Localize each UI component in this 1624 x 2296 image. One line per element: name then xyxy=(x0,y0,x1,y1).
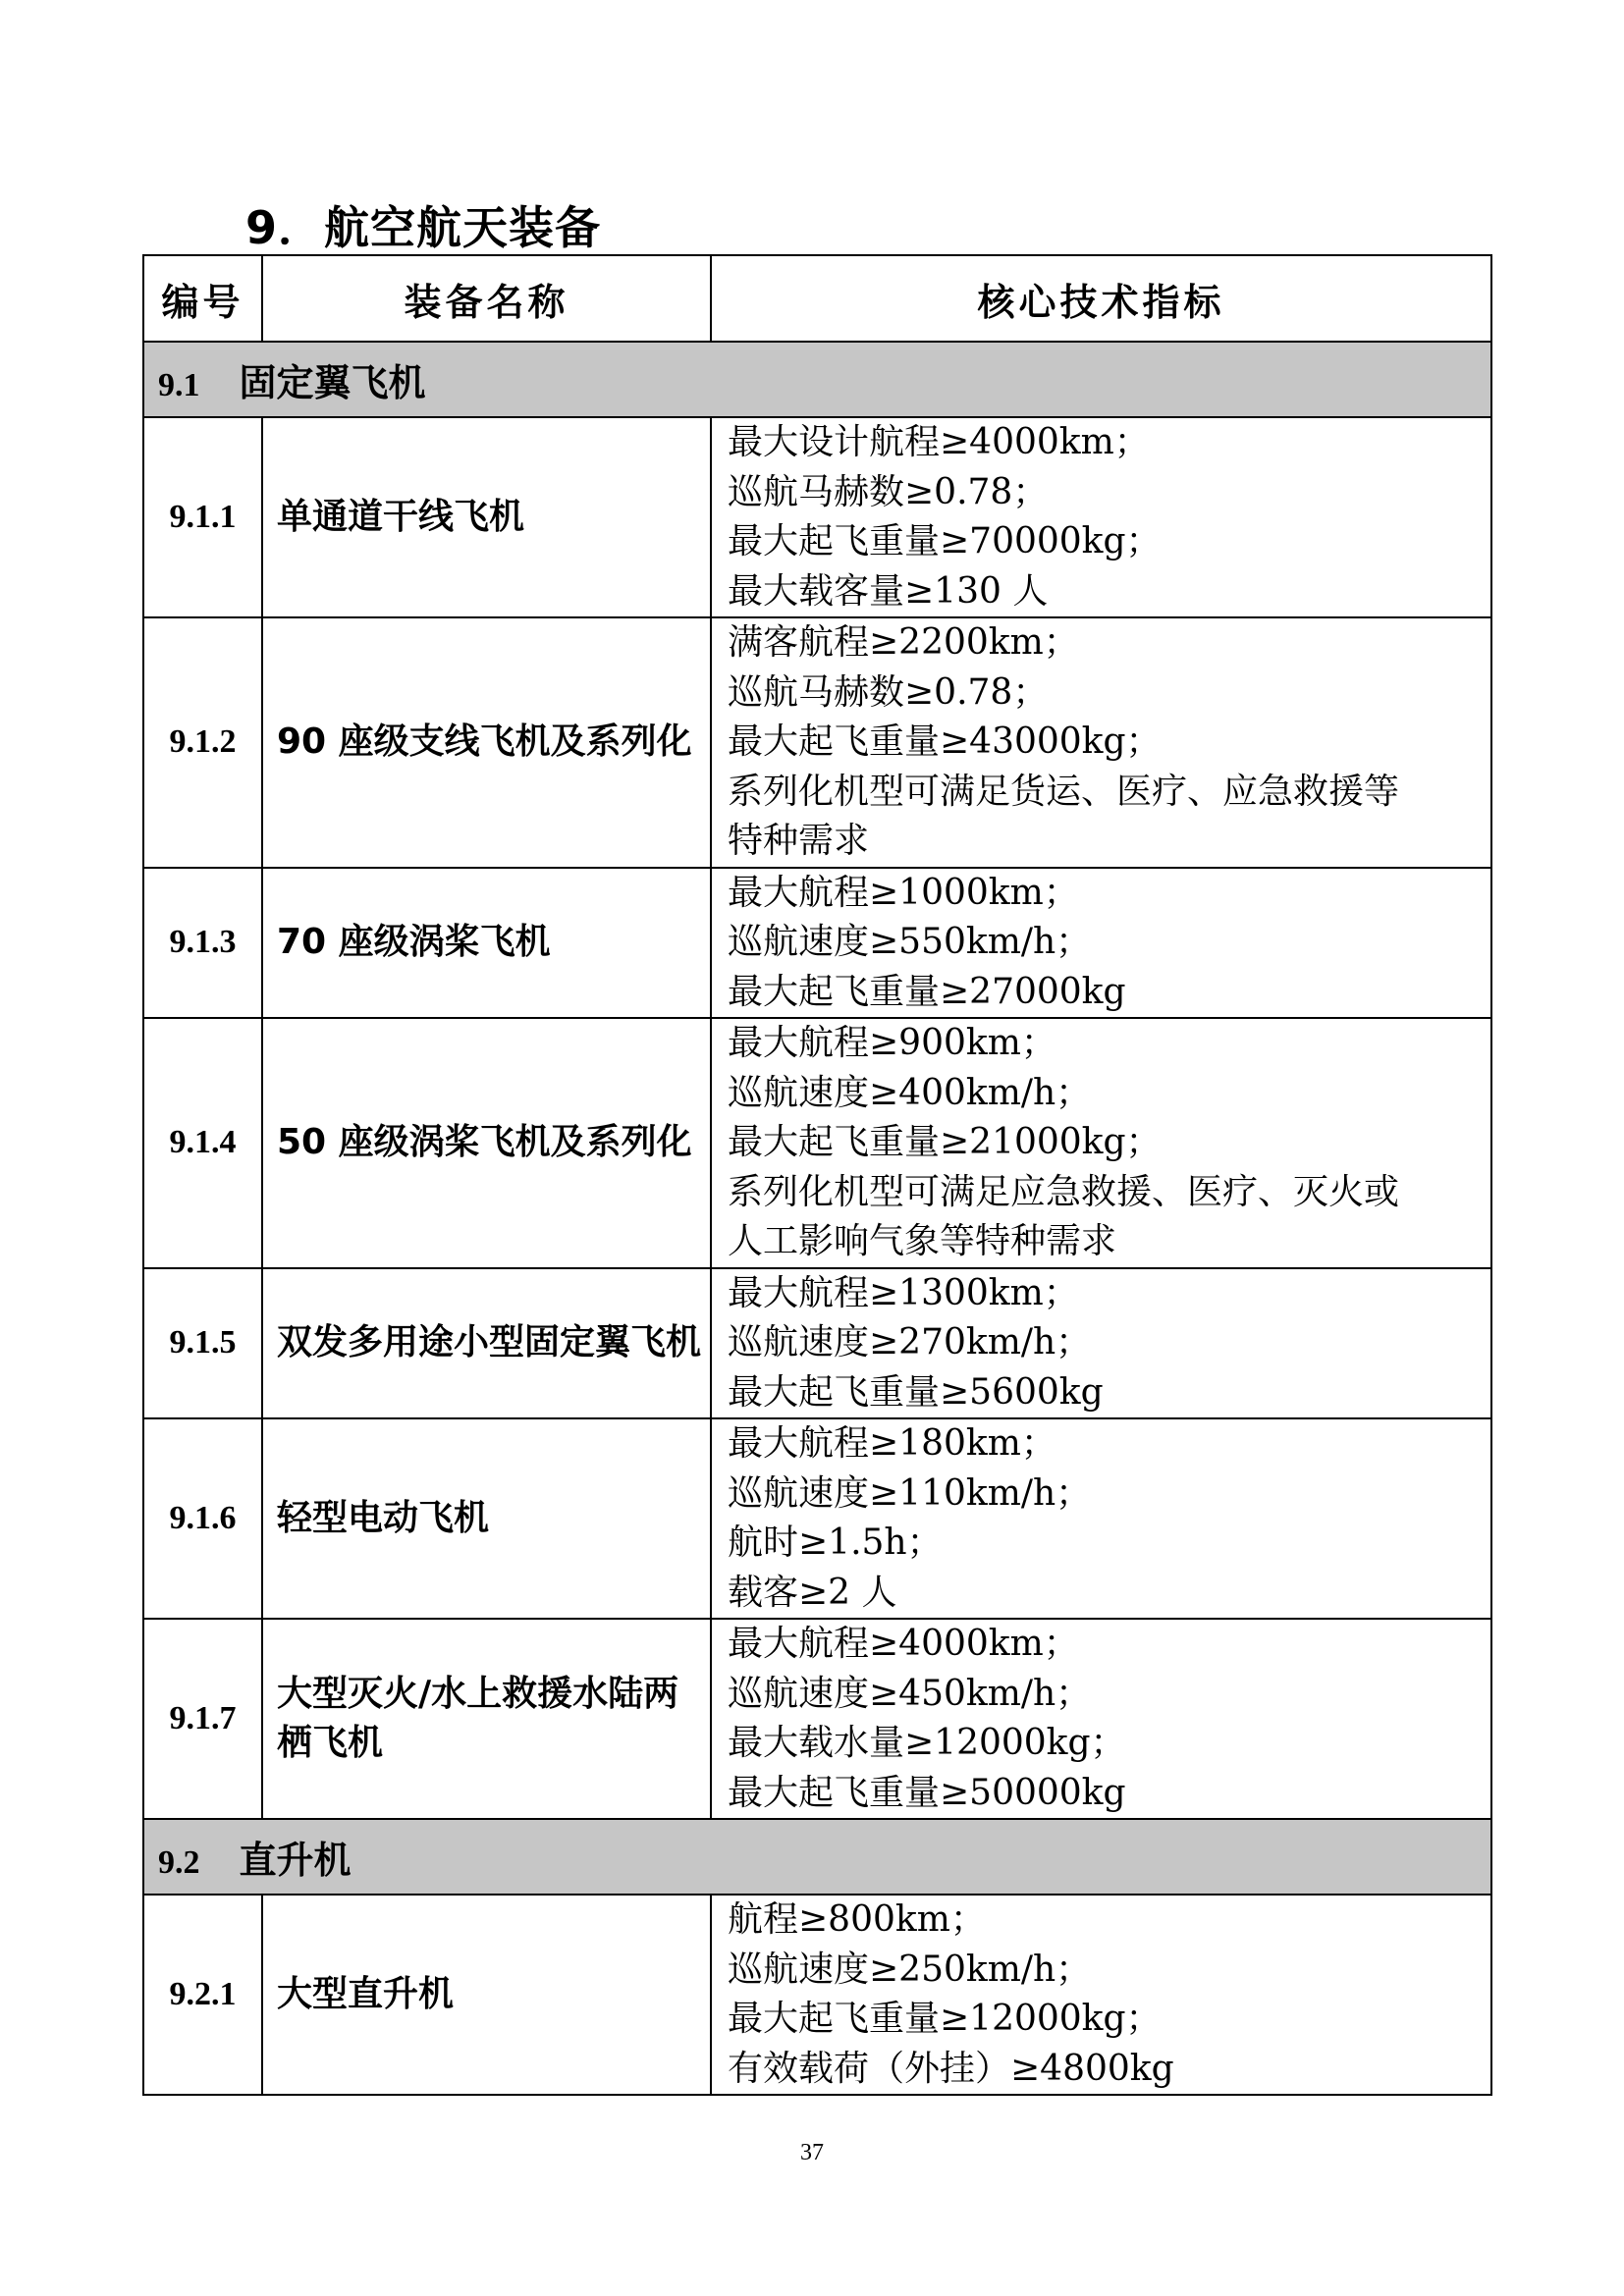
table-body xyxy=(143,342,1491,2095)
spec-line: 最大航程≥1000km； xyxy=(728,872,1079,913)
spec-line: 最大起飞重量≥21000kg； xyxy=(728,1122,1162,1162)
spec-line: 巡航速度≥110km/h； xyxy=(728,1472,1092,1514)
item-name: 大型灭火/水上救援水陆两栖飞机 xyxy=(262,1619,711,1819)
item-id: 9.1.2 xyxy=(143,617,262,868)
group-header xyxy=(143,342,1491,417)
table-row xyxy=(143,1895,1491,2095)
spec-line: 航程≥800km； xyxy=(728,1899,986,1940)
header-specs: 核心技术指标 xyxy=(711,255,1491,342)
spec-line: 最大起飞重量≥12000kg； xyxy=(728,1999,1162,2039)
spec-line: 系列化机型可满足货运、医疗、应急救援等 xyxy=(728,771,1400,812)
group-id: 9.2 xyxy=(158,1844,200,1881)
spec-line: 最大起飞重量≥70000kg； xyxy=(728,521,1162,561)
group-title: 固定翼飞机 xyxy=(239,361,426,404)
item-id: 9.1.5 xyxy=(143,1268,262,1419)
spec-line: 巡航速度≥400km/h； xyxy=(728,1072,1092,1113)
spec-line: 巡航速度≥270km/h； xyxy=(728,1322,1092,1362)
item-specs xyxy=(711,417,1491,617)
group-row xyxy=(143,342,1491,417)
spec-line: 人工影响气象等特种需求 xyxy=(728,1221,1117,1261)
item-specs xyxy=(711,1018,1491,1268)
table-row xyxy=(143,1018,1491,1268)
group-id: 9.1 xyxy=(158,367,200,403)
spec-line: 最大航程≥4000km； xyxy=(728,1624,1079,1664)
section-title: 9．航空航天装备 xyxy=(245,201,602,254)
item-name: 大型直升机 xyxy=(262,1895,711,2095)
table-row xyxy=(143,1418,1491,1619)
table-row xyxy=(143,1619,1491,1819)
spec-line: 巡航速度≥250km/h； xyxy=(728,1949,1092,1990)
item-specs xyxy=(711,1895,1491,2095)
item-specs xyxy=(711,617,1491,868)
spec-line: 特种需求 xyxy=(728,821,870,861)
spec-line: 巡航速度≥450km/h； xyxy=(728,1673,1092,1714)
spec-line: 载客≥2 人 xyxy=(728,1572,897,1613)
group-row xyxy=(143,1819,1491,1895)
spec-line: 最大起飞重量≥5600kg xyxy=(728,1371,1104,1413)
equipment-spec-table xyxy=(142,254,1492,2096)
spec-line: 最大航程≥180km； xyxy=(728,1423,1056,1464)
spec-line: 最大载客量≥130 人 xyxy=(728,570,1049,612)
item-specs xyxy=(711,1268,1491,1419)
item-name: 轻型电动飞机 xyxy=(262,1418,711,1619)
table-header-row xyxy=(143,255,1491,342)
item-id: 9.1.3 xyxy=(143,868,262,1019)
table-row xyxy=(143,417,1491,617)
spec-line: 巡航速度≥550km/h； xyxy=(728,922,1092,962)
item-name: 单通道干线飞机 xyxy=(262,417,711,617)
item-name: 50 座级涡桨飞机及系列化 xyxy=(262,1018,711,1268)
spec-line: 系列化机型可满足应急救援、医疗、灭火或 xyxy=(728,1171,1400,1212)
item-specs xyxy=(711,868,1491,1019)
table-row xyxy=(143,617,1491,868)
spec-line: 最大起飞重量≥27000kg xyxy=(728,971,1126,1012)
item-specs xyxy=(711,1619,1491,1819)
spec-line: 最大起飞重量≥43000kg； xyxy=(728,721,1162,762)
item-id: 9.2.1 xyxy=(143,1895,262,2095)
item-specs xyxy=(711,1418,1491,1619)
group-title: 直升机 xyxy=(239,1839,352,1882)
spec-line: 巡航马赫数≥0.78； xyxy=(728,471,1049,512)
header-id: 编号 xyxy=(143,255,262,342)
item-name: 双发多用途小型固定翼飞机 xyxy=(262,1268,711,1419)
spec-line: 航时≥1.5h； xyxy=(728,1522,943,1563)
table-row xyxy=(143,1268,1491,1419)
item-id: 9.1.6 xyxy=(143,1418,262,1619)
spec-line: 有效载荷（外挂）≥4800kg xyxy=(728,2048,1174,2089)
item-id: 9.1.1 xyxy=(143,417,262,617)
item-name: 70 座级涡桨飞机 xyxy=(262,868,711,1019)
table-row xyxy=(143,868,1491,1019)
group-header xyxy=(143,1819,1491,1895)
page-number: 37 xyxy=(800,2140,824,2165)
spec-line: 满客航程≥2200km； xyxy=(728,622,1079,663)
item-id: 9.1.4 xyxy=(143,1018,262,1268)
spec-line: 最大起飞重量≥50000kg xyxy=(728,1772,1126,1813)
spec-line: 最大载水量≥12000kg； xyxy=(728,1723,1126,1763)
item-id: 9.1.7 xyxy=(143,1619,262,1819)
spec-line: 最大设计航程≥4000km； xyxy=(728,422,1150,462)
spec-line: 巡航马赫数≥0.78； xyxy=(728,671,1049,713)
header-name: 装备名称 xyxy=(262,255,711,342)
spec-line: 最大航程≥1300km； xyxy=(728,1272,1079,1313)
spec-line: 最大航程≥900km； xyxy=(728,1023,1056,1063)
item-name: 90 座级支线飞机及系列化 xyxy=(262,617,711,868)
